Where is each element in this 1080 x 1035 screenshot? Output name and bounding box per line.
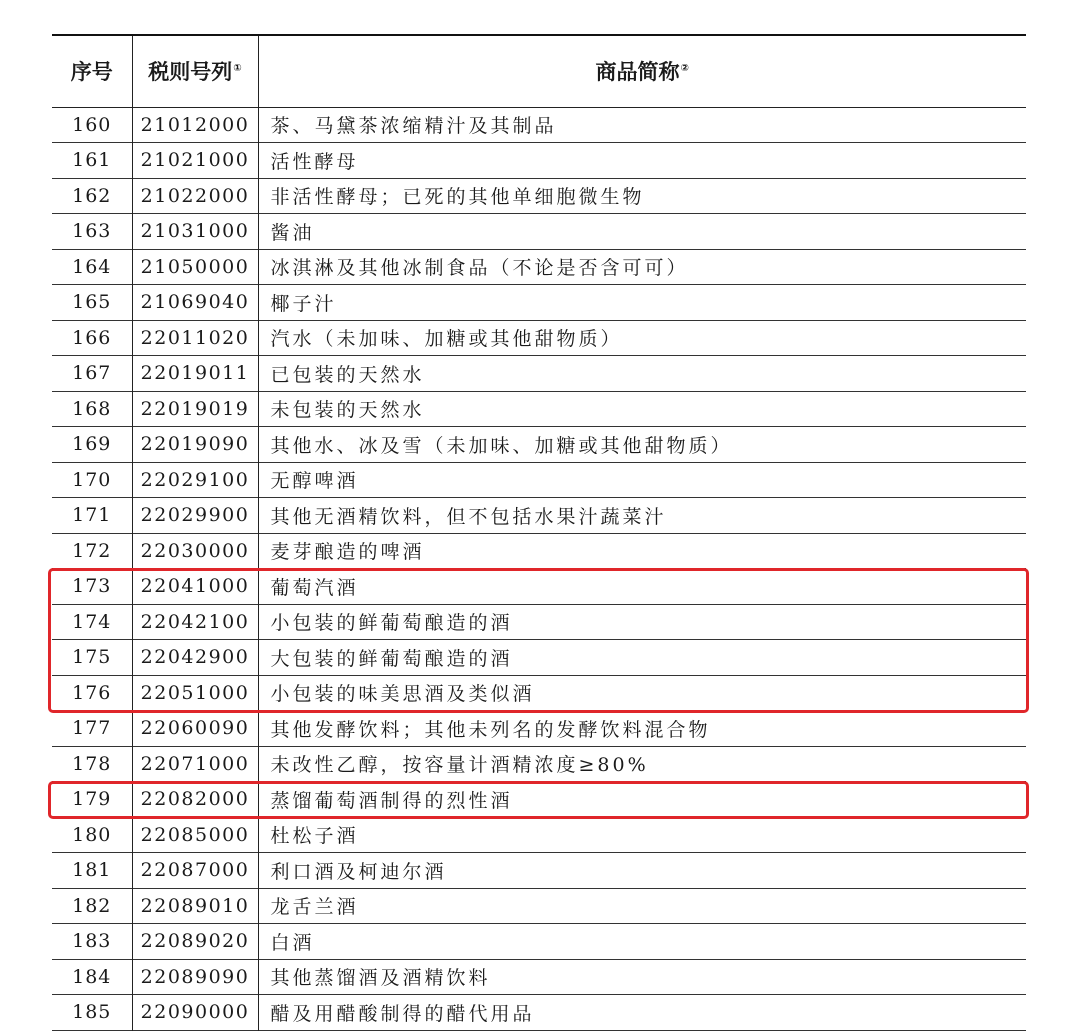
seq-cell: 182 — [72, 894, 112, 917]
header-seq — [52, 35, 132, 107]
tariff-code-cell: 22029900 — [132, 498, 258, 534]
table-row — [52, 675, 1026, 711]
table-row — [52, 462, 1026, 498]
tariff-code-cell: 21021000 — [132, 143, 258, 179]
table-row — [52, 320, 1026, 356]
tariff-code-cell: 22011020 — [132, 320, 258, 356]
seq-cell: 163 — [72, 220, 112, 243]
table-row — [52, 640, 1026, 676]
table-row — [52, 782, 1026, 818]
header-name-footnote: ② — [680, 63, 689, 75]
tariff-table-document — [52, 34, 1026, 1031]
header-code-label: 税则号列 — [148, 60, 233, 85]
table-row — [52, 888, 1026, 924]
seq-cell: 176 — [72, 681, 112, 704]
table-row — [52, 391, 1026, 427]
table-row — [52, 959, 1026, 995]
product-name-cell: 椰子汁 — [258, 285, 1026, 321]
tariff-code-cell: 21022000 — [132, 178, 258, 214]
tariff-code-cell: 22071000 — [132, 746, 258, 782]
table-row — [52, 995, 1026, 1031]
table-row — [52, 143, 1026, 179]
table-row — [52, 214, 1026, 250]
seq-cell: 174 — [72, 610, 112, 633]
tariff-code-cell: 22090000 — [132, 995, 258, 1031]
product-name-cell: 活性酵母 — [258, 143, 1026, 179]
table-row — [52, 569, 1026, 605]
header-name — [258, 35, 1026, 107]
tariff-code-cell: 22029100 — [132, 462, 258, 498]
product-name-cell: 龙舌兰酒 — [258, 888, 1026, 924]
seq-cell: 173 — [72, 575, 112, 598]
seq-cell: 165 — [72, 291, 112, 314]
tariff-code-cell: 22019019 — [132, 391, 258, 427]
table-row — [52, 356, 1026, 392]
table-row — [52, 533, 1026, 569]
product-name-cell: 麦芽酿造的啤酒 — [258, 533, 1026, 569]
header-name-label: 商品简称 — [595, 60, 680, 85]
seq-cell: 179 — [72, 788, 112, 811]
seq-cell: 164 — [72, 255, 112, 278]
table-row — [52, 711, 1026, 747]
table-row — [52, 924, 1026, 960]
product-name-cell: 未改性乙醇，按容量计酒精浓度≥80% — [258, 746, 1026, 782]
header-code-footnote: ① — [233, 63, 242, 75]
tariff-code-cell: 21069040 — [132, 285, 258, 321]
table-row — [52, 853, 1026, 889]
table-row — [52, 107, 1026, 143]
product-name-cell: 蒸馏葡萄酒制得的烈性酒 — [258, 782, 1026, 818]
tariff-code-cell: 22085000 — [132, 817, 258, 853]
product-name-cell: 小包装的鲜葡萄酿造的酒 — [258, 604, 1026, 640]
tariff-code-cell: 22089020 — [132, 924, 258, 960]
seq-cell: 177 — [72, 717, 112, 740]
seq-cell: 181 — [72, 859, 112, 882]
product-name-cell: 其他蒸馏酒及酒精饮料 — [258, 959, 1026, 995]
seq-cell: 168 — [72, 397, 112, 420]
product-name-cell: 小包装的味美思酒及类似酒 — [258, 675, 1026, 711]
product-name-cell: 其他无酒精饮料，但不包括水果汁蔬菜汁 — [258, 498, 1026, 534]
tariff-code-cell: 22089090 — [132, 959, 258, 995]
tariff-code-cell: 22042100 — [132, 604, 258, 640]
product-name-cell: 茶、马黛茶浓缩精汁及其制品 — [258, 107, 1026, 143]
product-name-cell: 非活性酵母；已死的其他单细胞微生物 — [258, 178, 1026, 214]
seq-cell: 183 — [72, 930, 112, 953]
header-code — [132, 35, 258, 107]
table-row — [52, 249, 1026, 285]
seq-cell: 166 — [72, 326, 112, 349]
seq-cell: 185 — [72, 1001, 112, 1024]
table-row — [52, 178, 1026, 214]
seq-cell: 162 — [72, 184, 112, 207]
table-row — [52, 604, 1026, 640]
seq-cell: 161 — [72, 149, 112, 172]
product-name-cell: 利口酒及柯迪尔酒 — [258, 853, 1026, 889]
product-name-cell: 其他发酵饮料；其他未列名的发酵饮料混合物 — [258, 711, 1026, 747]
product-name-cell: 无醇啤酒 — [258, 462, 1026, 498]
table-row — [52, 817, 1026, 853]
seq-cell: 178 — [72, 752, 112, 775]
tariff-code-cell: 22041000 — [132, 569, 258, 605]
seq-cell: 170 — [72, 468, 112, 491]
tariff-code-cell: 22019011 — [132, 356, 258, 392]
seq-cell: 160 — [72, 113, 112, 136]
table-row — [52, 746, 1026, 782]
product-name-cell: 汽水（未加味、加糖或其他甜物质） — [258, 320, 1026, 356]
tariff-code-cell: 22089010 — [132, 888, 258, 924]
product-name-cell: 其他水、冰及雪（未加味、加糖或其他甜物质） — [258, 427, 1026, 463]
product-name-cell: 冰淇淋及其他冰制食品（不论是否含可可） — [258, 249, 1026, 285]
tariff-code-cell: 21050000 — [132, 249, 258, 285]
seq-cell: 184 — [72, 965, 112, 988]
seq-cell: 171 — [72, 504, 112, 527]
header-seq-label: 序号 — [70, 60, 113, 85]
tariff-code-cell: 22060090 — [132, 711, 258, 747]
seq-cell: 175 — [72, 646, 112, 669]
product-name-cell: 大包装的鲜葡萄酿造的酒 — [258, 640, 1026, 676]
product-name-cell: 葡萄汽酒 — [258, 569, 1026, 605]
tariff-code-cell: 22030000 — [132, 533, 258, 569]
product-name-cell: 杜松子酒 — [258, 817, 1026, 853]
tariff-code-cell: 21012000 — [132, 107, 258, 143]
product-name-cell: 醋及用醋酸制得的醋代用品 — [258, 995, 1026, 1031]
tariff-code-cell: 22051000 — [132, 675, 258, 711]
tariff-table — [52, 34, 1026, 1031]
table-row — [52, 285, 1026, 321]
seq-cell: 180 — [72, 823, 112, 846]
table-row — [52, 427, 1026, 463]
tariff-code-cell: 22087000 — [132, 853, 258, 889]
product-name-cell: 未包装的天然水 — [258, 391, 1026, 427]
table-body — [52, 107, 1026, 1030]
product-name-cell: 酱油 — [258, 214, 1026, 250]
tariff-code-cell: 22019090 — [132, 427, 258, 463]
table-header — [52, 35, 1026, 107]
seq-cell: 172 — [72, 539, 112, 562]
product-name-cell: 已包装的天然水 — [258, 356, 1026, 392]
seq-cell: 167 — [72, 362, 112, 385]
tariff-code-cell: 22042900 — [132, 640, 258, 676]
product-name-cell: 白酒 — [258, 924, 1026, 960]
header-row — [52, 35, 1026, 107]
tariff-code-cell: 22082000 — [132, 782, 258, 818]
table-row — [52, 498, 1026, 534]
seq-cell: 169 — [72, 433, 112, 456]
tariff-code-cell: 21031000 — [132, 214, 258, 250]
